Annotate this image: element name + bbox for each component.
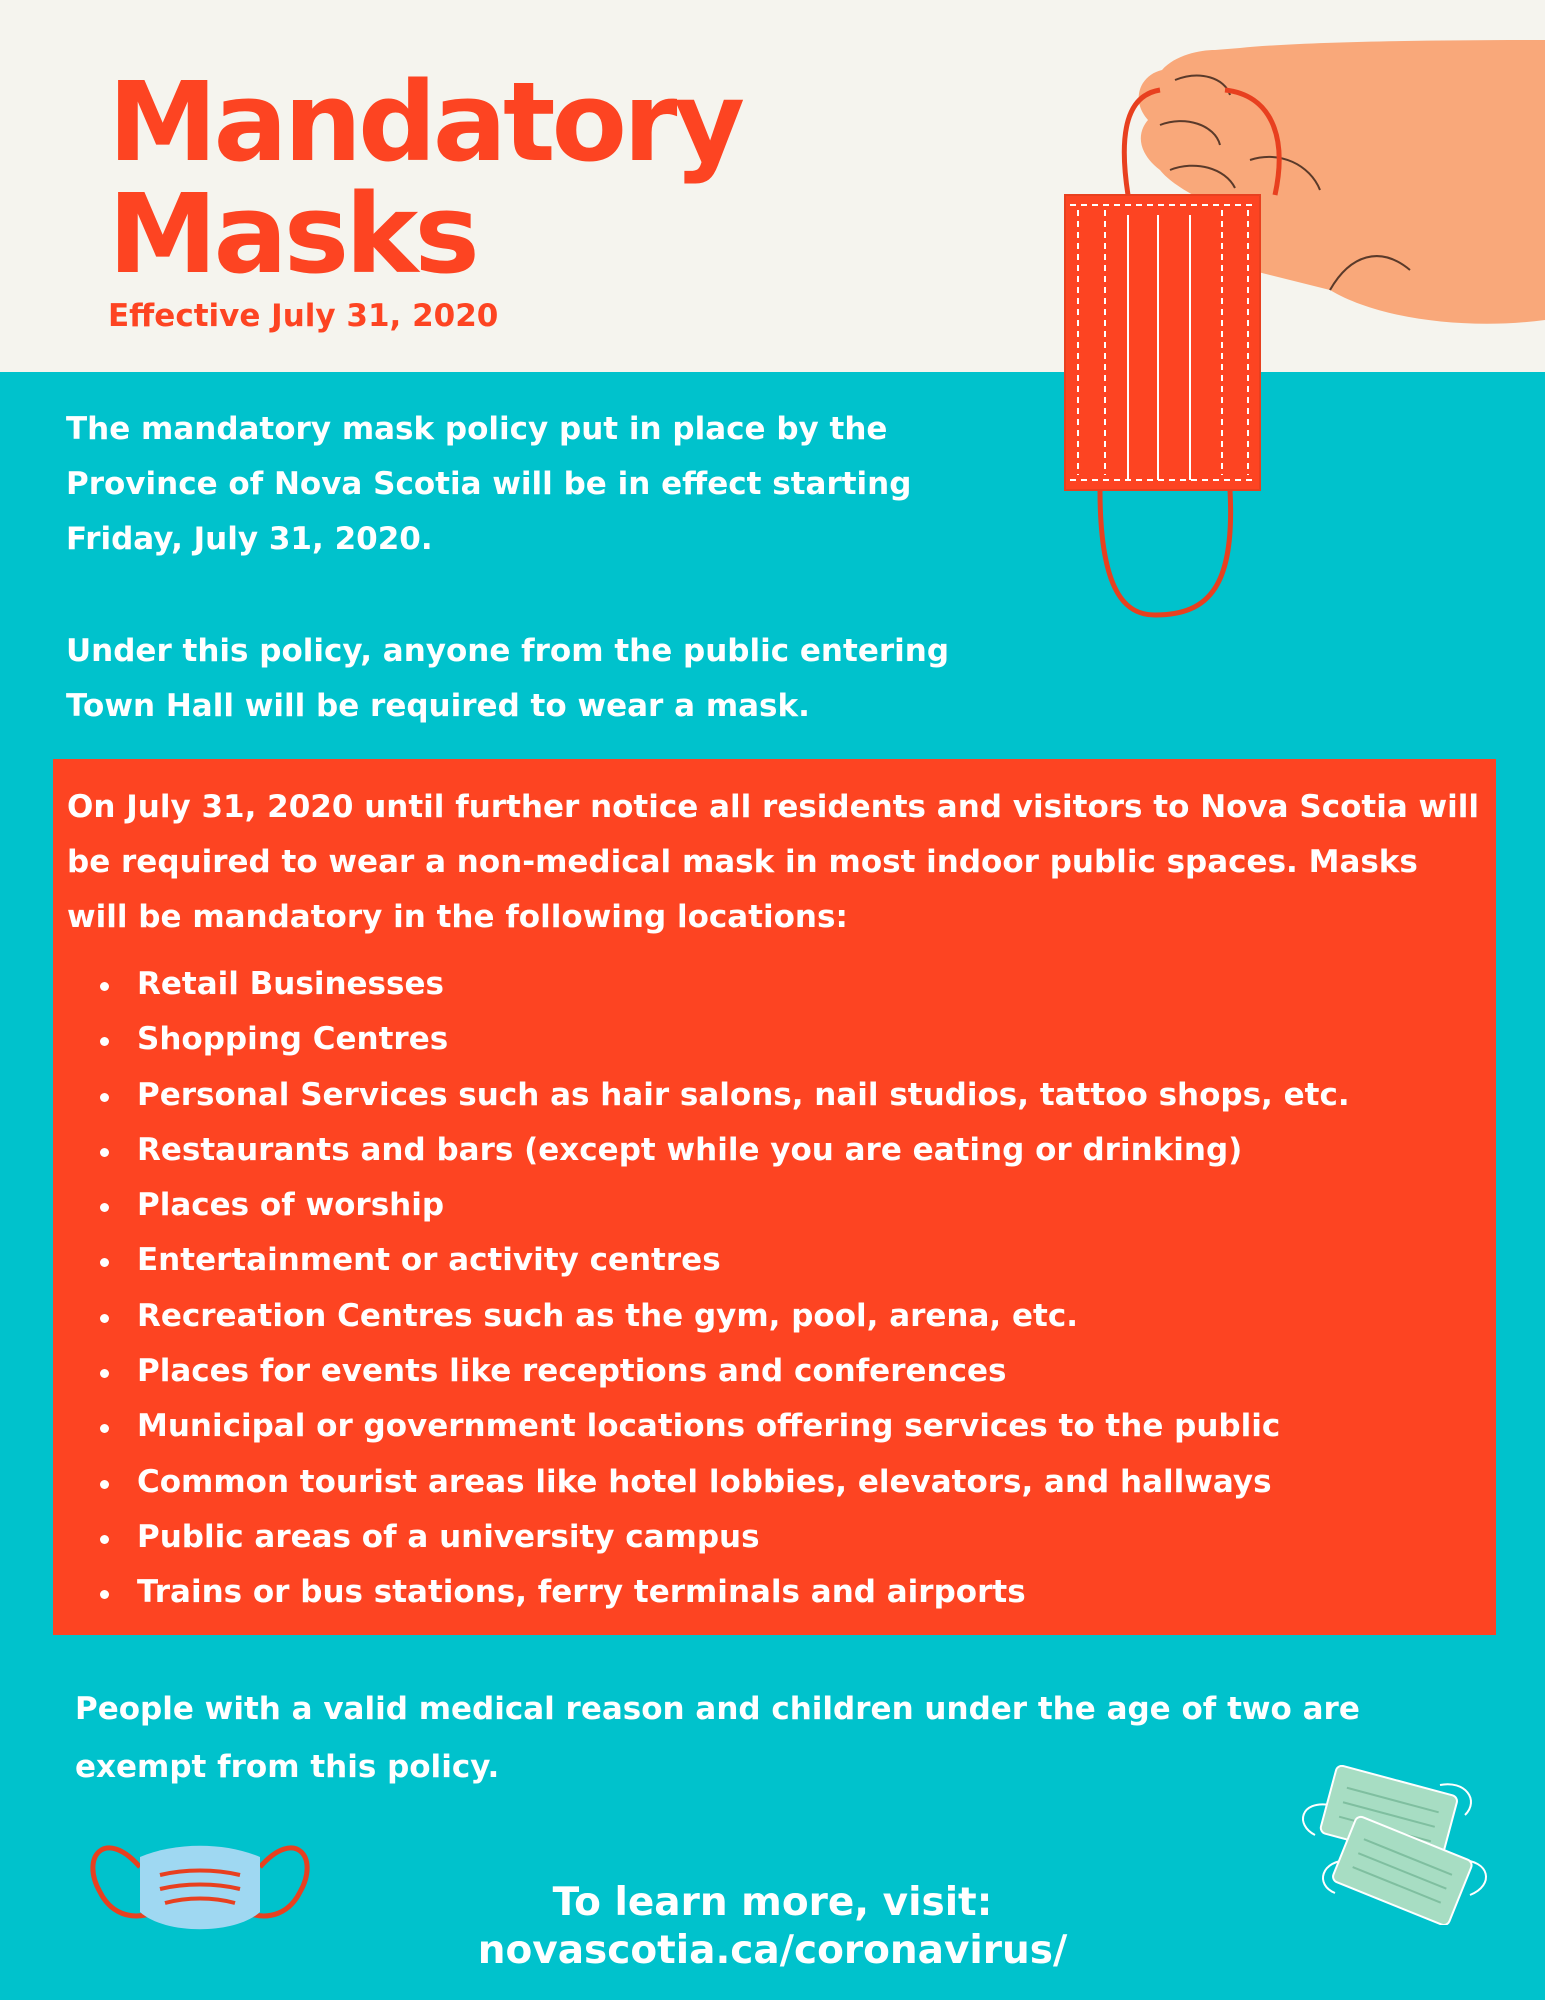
bullet-icon [100,1369,109,1378]
bullet-icon [100,1314,109,1323]
list-item-label: Entertainment or activity centres [137,1242,721,1279]
effective-date: Effective July 31, 2020 [108,298,499,334]
hand-holding-mask-icon [1000,40,1545,660]
list-item-label: Recreation Centres such as the gym, pool, arena, etc. [137,1297,1078,1334]
list-item [67,1455,1350,1510]
list-item [67,957,1350,1012]
list-item-label: Public areas of a university campus [137,1518,760,1555]
list-item-label: Municipal or government locations offering services to the public [137,1408,1281,1445]
list-item-label: Places of worship [137,1187,445,1224]
bullet-icon [100,1258,109,1267]
page-title: Mandatory Masks [108,58,742,298]
locations-list [67,957,1350,1621]
bullet-icon [100,1148,109,1157]
list-item [67,1068,1350,1123]
list-item-label: Personal Services such as hair salons, nail studios, tattoo shops, etc. [137,1076,1350,1113]
list-item-label: Retail Businesses [137,966,444,1002]
list-item-label: Places for events like receptions and conferences [137,1353,1007,1390]
list-item [67,1233,1350,1288]
list-item [67,1178,1350,1233]
list-item-label: Shopping Centres [137,1021,449,1058]
policy-lead: On July 31, 2020 until further notice all residents and visitors to Nova Scotia will be required to wear a non-medical mask in most indoor public spaces. Masks will be mandatory in the following locations: [67,789,1480,935]
bullet-icon [100,1037,109,1046]
bullet-icon [100,1590,109,1599]
learn-more-text: To learn more, visit: [552,1880,993,1925]
bullet-icon [100,1480,109,1489]
list-item-label: Common tourist areas like hotel lobbies, elevators, and hallways [137,1463,1272,1500]
list-item [67,1012,1350,1067]
intro-paragraph-2: Under this policy, anyone from the public entering Town Hall will be required to wear a mask. [66,633,950,724]
list-item-label: Trains or bus stations, ferry terminals and airports [137,1574,1026,1611]
list-item [67,1344,1350,1399]
exemption-note: People with a valid medical reason and children under the age of two are exempt from this policy. [75,1691,1360,1785]
intro-paragraph-1: The mandatory mask policy put in place by the Province of Nova Scotia will be in effect starting Friday, July 31, 2020. [66,411,912,557]
list-item [67,1123,1350,1178]
list-item [67,1289,1350,1344]
bullet-icon [100,982,109,991]
bullet-icon [100,1424,109,1433]
bullet-icon [100,1203,109,1212]
learn-more-url: novascotia.ca/coronavirus/ [477,1928,1068,1973]
list-item [67,1510,1350,1565]
bullet-icon [100,1535,109,1544]
list-item-label: Restaurants and bars (except while you are eating or drinking) [137,1131,1243,1168]
policy-box [53,759,1496,1635]
list-item [67,1565,1350,1620]
list-item [67,1399,1350,1454]
bullet-icon [100,1093,109,1102]
